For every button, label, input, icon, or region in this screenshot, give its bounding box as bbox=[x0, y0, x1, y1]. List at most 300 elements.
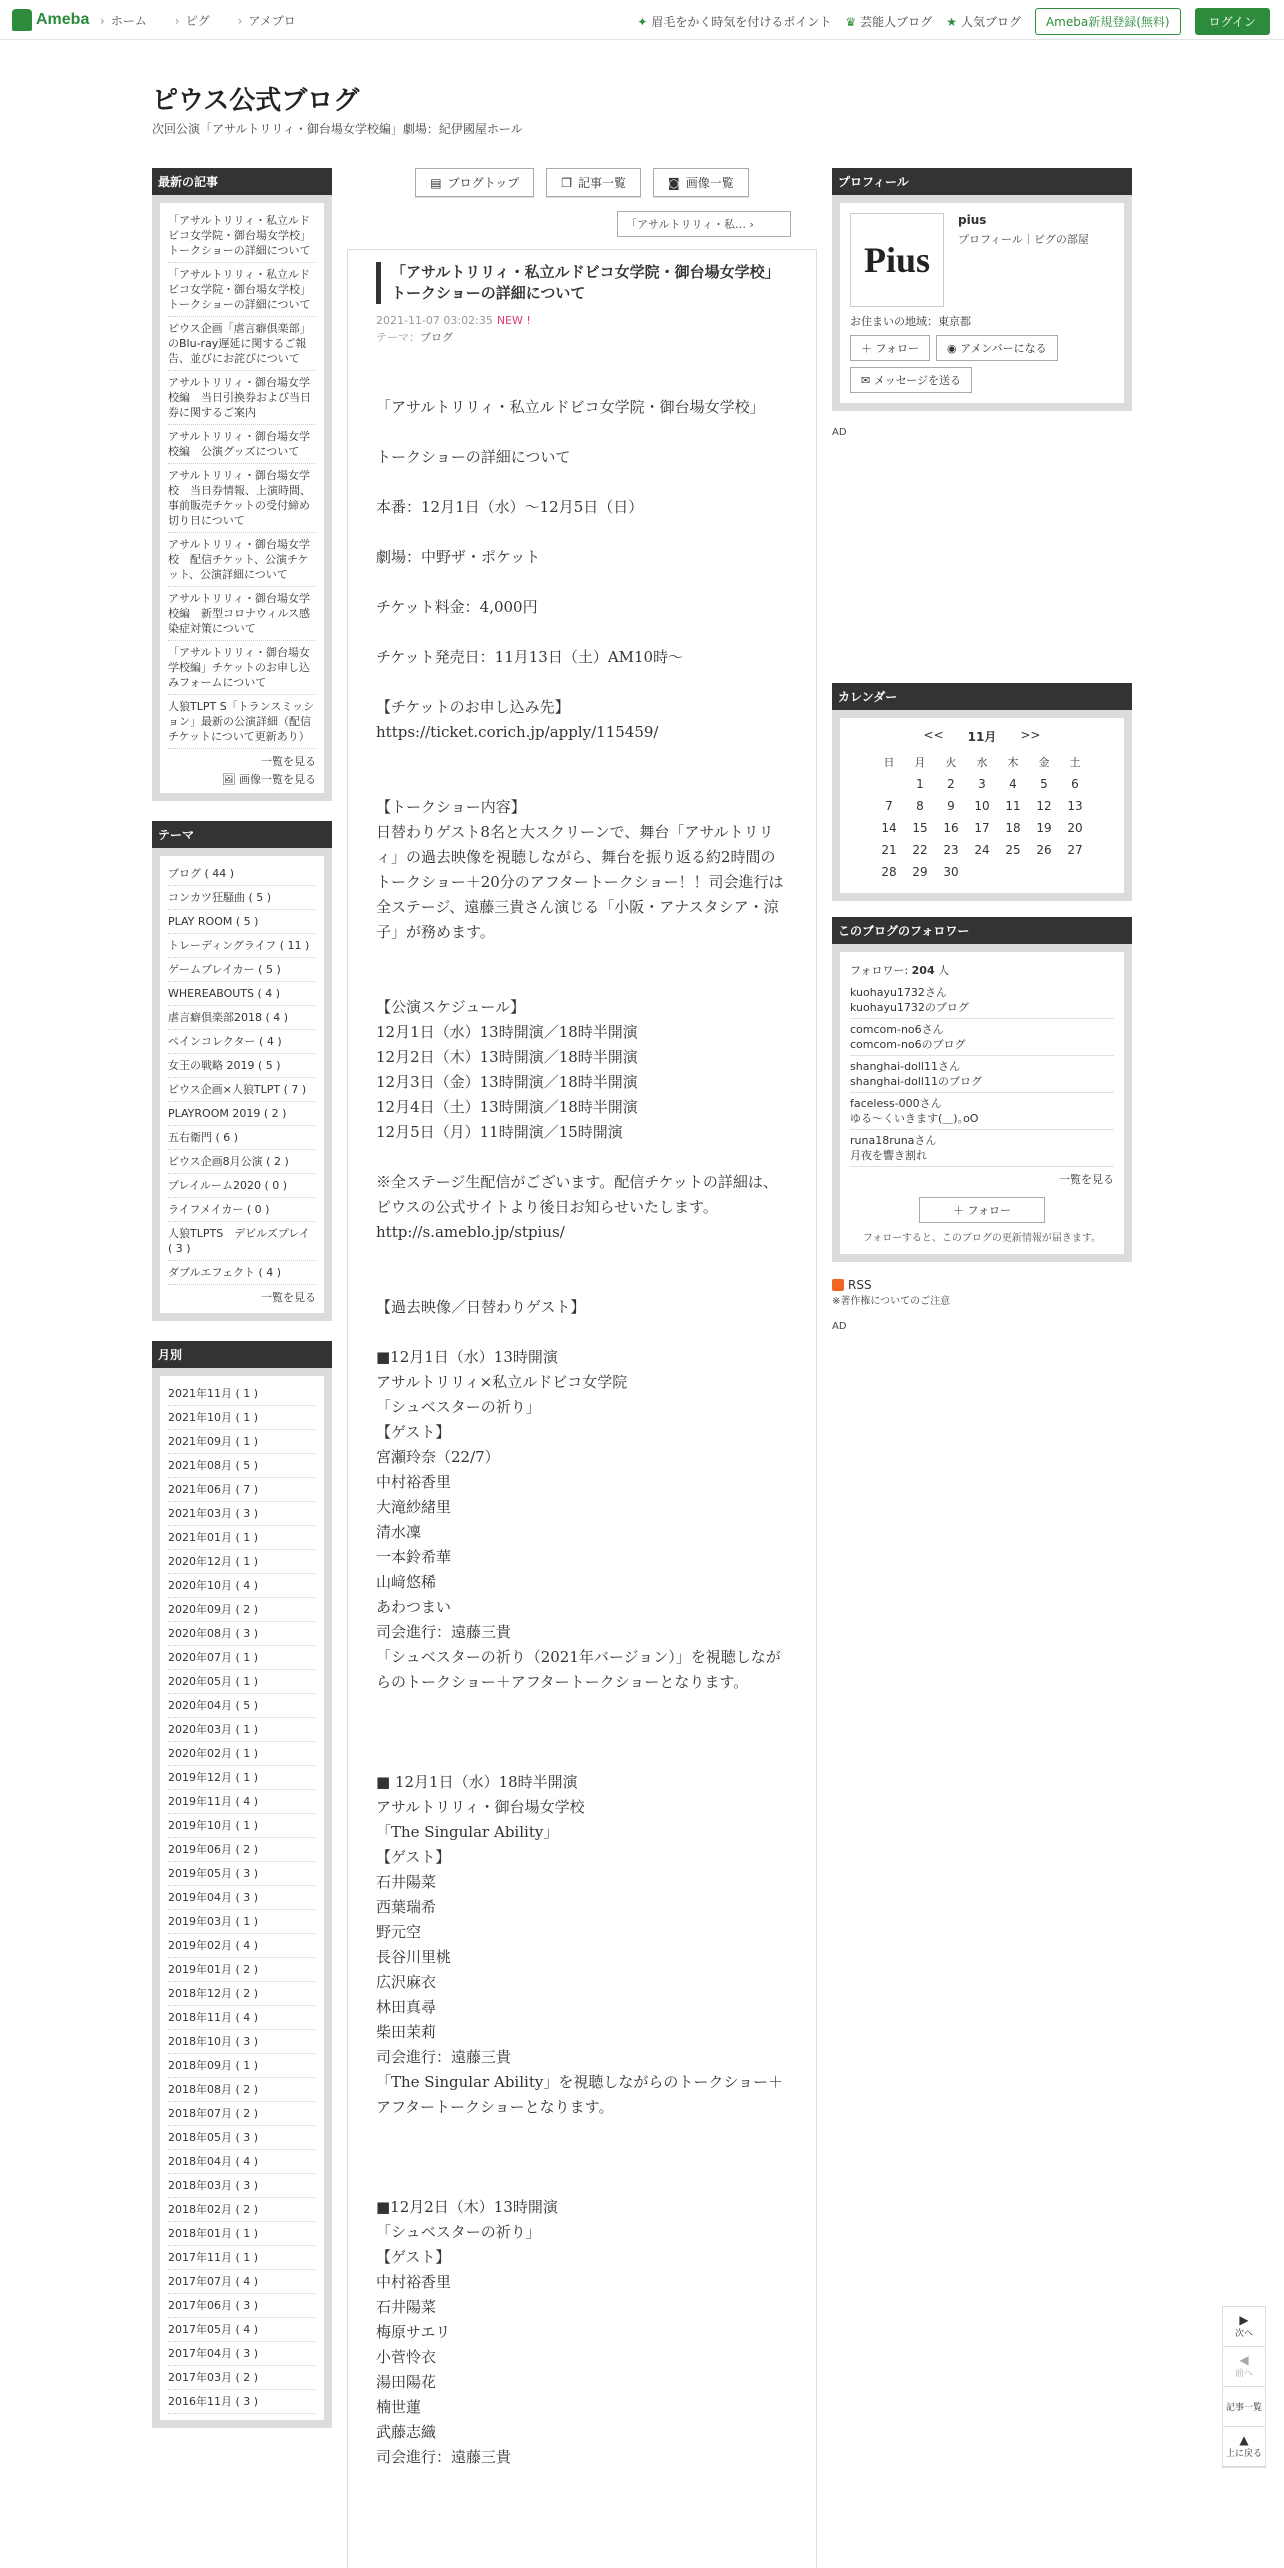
follower-user: faceless-000さん bbox=[850, 1097, 942, 1110]
article-paragraph: アサルトリリィ・御台場女学校 bbox=[376, 1798, 585, 1816]
month-item[interactable]: 2020年08月 ( 3 ) bbox=[168, 1622, 316, 1646]
article-paragraph: 石井陽菜 bbox=[376, 1873, 437, 1891]
article-paragraph: あわつまい bbox=[376, 1598, 452, 1616]
month-item[interactable]: 2017年11月 ( 1 ) bbox=[168, 2246, 316, 2270]
header-link-celebrity-label: 芸能人ブログ bbox=[860, 15, 933, 29]
calendar-day[interactable]: 5 bbox=[1040, 777, 1048, 791]
recent-post-item[interactable]: アサルトリリィ・御台場女学校 当日券情報、上演時間、事前販売チケットの受付締め切り日について bbox=[168, 464, 316, 533]
next-article-label: 「アサルトリリィ・私… bbox=[626, 218, 747, 231]
article-paragraph: 大滝紗緒里 bbox=[376, 1498, 452, 1516]
themes-more-link[interactable]: 一覧を見る bbox=[261, 1291, 316, 1304]
month-item[interactable]: 2020年09月 ( 2 ) bbox=[168, 1598, 316, 1622]
amember-button[interactable] bbox=[936, 335, 1058, 361]
follower-item[interactable] bbox=[850, 1130, 1114, 1167]
article-paragraph: 司会進行：遠藤三貴 bbox=[376, 2448, 512, 2466]
pager-top[interactable] bbox=[1223, 2427, 1265, 2467]
month-item[interactable]: 2017年07月 ( 4 ) bbox=[168, 2270, 316, 2294]
calendar-next[interactable]: >> bbox=[1020, 728, 1041, 742]
article-paragraph bbox=[376, 1145, 788, 1170]
month-item[interactable]: 2018年12月 ( 2 ) bbox=[168, 1982, 316, 2006]
calendar-weekday: 土 bbox=[1069, 756, 1081, 769]
plus-icon: ＋ bbox=[953, 1204, 968, 1217]
next-article-link[interactable] bbox=[617, 211, 791, 237]
follower-user: shanghai-doll11さん bbox=[850, 1060, 960, 1073]
global-nav bbox=[100, 12, 296, 29]
calendar-day[interactable]: 1 bbox=[916, 777, 924, 791]
article-paragraph: 「The Singular Ability」を視聴しながらのトークショー＋アフタートークショーとなります。 bbox=[376, 2073, 784, 2116]
month-item[interactable]: 2020年07月 ( 1 ) bbox=[168, 1646, 316, 1670]
themes-list bbox=[160, 856, 324, 1313]
calendar-day[interactable]: 2 bbox=[947, 777, 955, 791]
theme-item[interactable]: 女王の戦略 2019 ( 5 ) bbox=[168, 1054, 316, 1078]
profile-links[interactable]: プロフィール｜ピグの部屋 bbox=[958, 233, 1089, 246]
month-item[interactable]: 2017年06月 ( 3 ) bbox=[168, 2294, 316, 2318]
ad-slot-2: AD bbox=[832, 1321, 847, 1332]
blog-nav-buttons bbox=[347, 168, 817, 197]
calendar-day[interactable]: 11 bbox=[1005, 799, 1021, 813]
calendar-weekday: 金 bbox=[1038, 756, 1050, 769]
month-item[interactable]: 2018年02月 ( 2 ) bbox=[168, 2198, 316, 2222]
recent-post-item[interactable]: 「アサルトリリィ・私立ルドビコ女学院・御台場女学校」トークショーの詳細について bbox=[168, 209, 316, 263]
article-paragraph: 【過去映像／日替わりゲスト】 bbox=[376, 1298, 586, 1316]
article-paragraph: 広沢麻衣 bbox=[376, 1973, 437, 1991]
play-icon: ▶ bbox=[1239, 2313, 1249, 2327]
calendar-day[interactable]: 12 bbox=[1036, 799, 1052, 813]
recent-post-item[interactable]: アサルトリリィ・御台場女学校編 新型コロナウィルス感染症対策について bbox=[168, 587, 316, 641]
follower-item[interactable] bbox=[850, 982, 1114, 1019]
profile-heading: プロフィール bbox=[832, 168, 1132, 195]
article-paragraph: 石井陽菜 bbox=[376, 2298, 437, 2316]
article-paragraph: 【ゲスト】 bbox=[376, 1423, 451, 1441]
calendar-nav bbox=[850, 728, 1114, 745]
calendar-heading: カレンダー bbox=[832, 683, 1132, 710]
calendar-day[interactable]: 29 bbox=[912, 865, 928, 879]
article-paragraph: 西葉瑞希 bbox=[376, 1898, 437, 1916]
month-item[interactable]: 2020年03月 ( 1 ) bbox=[168, 1718, 316, 1742]
article-paragraph bbox=[376, 770, 788, 795]
follower-user: comcom-no6さん bbox=[850, 1023, 944, 1036]
month-item[interactable]: 2018年07月 ( 2 ) bbox=[168, 2102, 316, 2126]
pager-list-label: 記事一覧 bbox=[1225, 2403, 1262, 2413]
ameba-logo-icon bbox=[12, 9, 32, 31]
calendar-day bbox=[874, 773, 905, 795]
month-item[interactable]: 2018年03月 ( 3 ) bbox=[168, 2174, 316, 2198]
month-item[interactable]: 2019年03月 ( 1 ) bbox=[168, 1910, 316, 1934]
article-theme-link[interactable]: ブログ bbox=[420, 331, 453, 344]
theme-item[interactable]: ペインコレクター ( 4 ) bbox=[168, 1030, 316, 1054]
months-heading: 月別 bbox=[152, 1341, 332, 1368]
theme-item[interactable]: ブログ ( 44 ) bbox=[168, 862, 316, 886]
image-icon: 🖼 bbox=[221, 773, 236, 786]
month-item[interactable]: 2016年11月 ( 3 ) bbox=[168, 2390, 316, 2414]
article-paragraph bbox=[376, 620, 788, 645]
month-item[interactable]: 2019年01月 ( 2 ) bbox=[168, 1958, 316, 1982]
amember-label: アメンバーになる bbox=[960, 342, 1047, 355]
month-item[interactable]: 2021年10月 ( 1 ) bbox=[168, 1406, 316, 1430]
theme-item[interactable]: トレーディングライフ ( 11 ) bbox=[168, 934, 316, 958]
recent-post-item[interactable]: ピウス企画「虐言癖倶楽部」のBlu-ray遅延に関するご報告、並びにお詫びについて bbox=[168, 317, 316, 371]
entry-list-button[interactable] bbox=[546, 168, 641, 197]
pager-top-label: 上に戻る bbox=[1225, 2449, 1262, 2459]
article-paragraph: 長谷川里桃 bbox=[376, 1948, 452, 1966]
calendar-weekday: 水 bbox=[976, 756, 988, 769]
month-item[interactable]: 2018年09月 ( 1 ) bbox=[168, 2054, 316, 2078]
recent-post-item[interactable]: 「アサルトリリィ・私立ルドビコ女学院・御台場女学校」トークショーの詳細について bbox=[168, 263, 316, 317]
recent-posts-box bbox=[152, 168, 332, 801]
calendar-weekdays bbox=[874, 751, 1091, 773]
back-icon: ◀ bbox=[1239, 2353, 1249, 2367]
month-item[interactable]: 2021年06月 ( 7 ) bbox=[168, 1478, 316, 1502]
followers-more-link[interactable]: 一覧を見る bbox=[1059, 1173, 1114, 1186]
month-item[interactable]: 2021年08月 ( 5 ) bbox=[168, 1454, 316, 1478]
followers-follow-label: フォロー bbox=[967, 1204, 1011, 1217]
new-badge: NEW ! bbox=[496, 314, 531, 327]
recent-more-link[interactable]: 一覧を見る bbox=[261, 755, 316, 768]
blog-top-button[interactable] bbox=[415, 168, 534, 197]
article-paragraph: ■ 12月1日（水）18時半開演 bbox=[376, 1773, 578, 1791]
month-item[interactable]: 2019年04月 ( 3 ) bbox=[168, 1886, 316, 1910]
article-theme bbox=[376, 329, 788, 345]
article-body bbox=[376, 395, 788, 2470]
calendar-day[interactable]: 7 bbox=[885, 799, 893, 813]
article-paragraph: 湯田陽花 bbox=[376, 2373, 437, 2391]
calendar-day[interactable]: 30 bbox=[943, 865, 959, 879]
article-paragraph: 12月5日（月）11時開演／15時開演 bbox=[376, 1123, 623, 1141]
chevron-right-icon: › bbox=[749, 218, 754, 231]
month-item[interactable]: 2019年05月 ( 3 ) bbox=[168, 1862, 316, 1886]
article-paragraph: 【トークショー内容】 bbox=[376, 798, 526, 816]
calendar-table bbox=[874, 751, 1091, 883]
calendar-day[interactable]: 22 bbox=[912, 843, 928, 857]
article-paragraph: 「The Singular Ability」 bbox=[376, 1823, 559, 1841]
month-item[interactable]: 2018年08月 ( 2 ) bbox=[168, 2078, 316, 2102]
calendar-day[interactable]: 10 bbox=[974, 799, 990, 813]
header-right bbox=[637, 8, 1270, 35]
amember-icon: ◉ bbox=[946, 342, 957, 355]
recent-post-item[interactable]: アサルトリリィ・御台場女学校編 公演グッズについて bbox=[168, 425, 316, 464]
calendar-day bbox=[998, 861, 1029, 883]
profile-info bbox=[958, 213, 1089, 307]
article-paragraph bbox=[376, 470, 788, 495]
profile-image[interactable]: Pius bbox=[850, 213, 944, 307]
article-paragraph: 「シュベスターの祈り（2021年バージョン）」を視聴しながらのトークショー＋アフタートークショーとなります。 bbox=[376, 1648, 781, 1691]
calendar-day bbox=[967, 861, 998, 883]
floating-pager bbox=[1222, 2306, 1266, 2468]
header-link-celebrity[interactable] bbox=[845, 13, 932, 30]
month-item[interactable]: 2021年03月 ( 3 ) bbox=[168, 1502, 316, 1526]
login-button[interactable]: ログイン bbox=[1195, 8, 1270, 35]
pager-next-label: 次へ bbox=[1234, 2329, 1253, 2339]
article-paragraph: 12月2日（木）13時開演／18時半開演 bbox=[376, 1048, 638, 1066]
theme-item[interactable]: ゲームブレイカー ( 5 ) bbox=[168, 958, 316, 982]
profile-box bbox=[832, 168, 1132, 411]
article-paragraph bbox=[376, 2145, 788, 2170]
month-item[interactable]: 2021年11月 ( 1 ) bbox=[168, 1382, 316, 1406]
article bbox=[347, 249, 817, 2568]
article-paragraph: 楠世蓮 bbox=[376, 2398, 422, 2416]
message-label: メッセージを送る bbox=[873, 374, 962, 387]
month-item[interactable]: 2020年05月 ( 1 ) bbox=[168, 1670, 316, 1694]
calendar-month: 11月 bbox=[967, 730, 997, 744]
recent-posts-list bbox=[160, 203, 324, 793]
theme-item[interactable]: 五右衛門 ( 6 ) bbox=[168, 1126, 316, 1150]
follower-item[interactable] bbox=[850, 1093, 1114, 1130]
month-item[interactable]: 2020年10月 ( 4 ) bbox=[168, 1574, 316, 1598]
ameba-logo[interactable] bbox=[12, 8, 89, 32]
calendar-day[interactable]: 25 bbox=[1005, 843, 1021, 857]
blog-subtitle: 次回公演「アサルトリリィ・御台場女学校編」劇場：紀伊國屋ホール bbox=[152, 122, 523, 136]
article-paragraph: ■12月2日（木）13時開演 bbox=[376, 2198, 558, 2216]
recent-post-item[interactable]: 「アサルトリリィ・御台場女学校編」チケットのお申し込みフォームについて bbox=[168, 641, 316, 695]
month-item[interactable]: 2018年11月 ( 4 ) bbox=[168, 2006, 316, 2030]
message-button[interactable] bbox=[850, 367, 972, 393]
article-paragraph bbox=[376, 2120, 788, 2145]
header-link-topic[interactable] bbox=[637, 13, 831, 30]
calendar-day[interactable]: 6 bbox=[1071, 777, 1079, 791]
theme-item[interactable]: PLAY ROOM ( 5 ) bbox=[168, 910, 316, 934]
article-paragraph: チケット料金：4,000円 bbox=[376, 598, 538, 616]
month-item[interactable]: 2017年04月 ( 3 ) bbox=[168, 2342, 316, 2366]
profile-location: お住まいの地域：東京都 bbox=[850, 315, 971, 328]
pager-list[interactable] bbox=[1223, 2387, 1265, 2427]
follower-count-label: フォロワー: bbox=[850, 964, 909, 977]
article-paragraph bbox=[376, 1695, 788, 1720]
month-item[interactable]: 2018年05月 ( 3 ) bbox=[168, 2126, 316, 2150]
themes-heading: テーマ bbox=[152, 821, 332, 848]
follow-label: フォロー bbox=[875, 342, 919, 355]
image-list-button[interactable] bbox=[653, 168, 749, 197]
article-paragraph: 司会進行：遠藤三貴 bbox=[376, 1623, 512, 1641]
follower-user: runa18runaさん bbox=[850, 1134, 937, 1147]
calendar-day[interactable]: 27 bbox=[1067, 843, 1083, 857]
month-item[interactable]: 2018年04月 ( 4 ) bbox=[168, 2150, 316, 2174]
article-paragraph: 【ゲスト】 bbox=[376, 1848, 451, 1866]
global-header bbox=[0, 0, 1284, 40]
theme-item[interactable]: PLAYROOM 2019 ( 2 ) bbox=[168, 1102, 316, 1126]
article-paragraph: 山﨑悠稀 bbox=[376, 1573, 437, 1591]
profile-top bbox=[850, 213, 1114, 307]
month-item[interactable]: 2018年10月 ( 3 ) bbox=[168, 2030, 316, 2054]
calendar-day[interactable]: 23 bbox=[943, 843, 959, 857]
followers-list bbox=[840, 952, 1124, 1254]
follower-user: kuohayu1732さん bbox=[850, 986, 947, 999]
month-item[interactable]: 2019年11月 ( 4 ) bbox=[168, 1790, 316, 1814]
month-item[interactable]: 2017年03月 ( 2 ) bbox=[168, 2366, 316, 2390]
article-date: 2021-11-07 03:02:35 bbox=[376, 314, 493, 327]
month-item[interactable]: 2021年01月 ( 1 ) bbox=[168, 1526, 316, 1550]
theme-item[interactable]: 人狼TLPTS デビルズプレイ ( 3 ) bbox=[168, 1222, 316, 1261]
camera-icon: ◙ bbox=[668, 175, 680, 190]
theme-item[interactable]: 虐言癖倶楽部2018 ( 4 ) bbox=[168, 1006, 316, 1030]
followers-follow-button[interactable] bbox=[919, 1197, 1045, 1223]
theme-item[interactable]: コンカツ狂騒曲 ( 5 ) bbox=[168, 886, 316, 910]
nav-pigg[interactable]: › ピグ bbox=[175, 12, 210, 29]
article-paragraph bbox=[376, 1320, 788, 1345]
article-paragraph: アサルトリリィ×私立ルドビコ女学院 bbox=[376, 1373, 628, 1391]
article-paragraph: トークショーの詳細について bbox=[376, 448, 571, 466]
entry-list-label: 記事一覧 bbox=[578, 176, 627, 190]
month-item[interactable]: 2019年02月 ( 4 ) bbox=[168, 1934, 316, 1958]
follower-count-value: 204 bbox=[911, 964, 935, 977]
article-paragraph: ※全ステージ生配信がございます。配信チケットの詳細は、ピウスの公式サイトより後日お知らせいたします。http://s.ameblo.jp/stpius/ bbox=[376, 1173, 778, 1241]
theme-item[interactable]: プレイルーム2020 ( 0 ) bbox=[168, 1174, 316, 1198]
calendar-day[interactable]: 15 bbox=[912, 821, 928, 835]
article-paragraph bbox=[376, 420, 788, 445]
article-paragraph: 武藤志織 bbox=[376, 2423, 437, 2441]
themes-box bbox=[152, 821, 332, 1321]
calendar-day[interactable]: 8 bbox=[916, 799, 924, 813]
rss-icon bbox=[832, 1279, 844, 1291]
calendar-day[interactable]: 9 bbox=[947, 799, 955, 813]
nav-home[interactable]: › ホーム bbox=[100, 12, 147, 29]
blog-top-label: ブログトップ bbox=[447, 176, 520, 190]
theme-item[interactable]: ライフメイカー ( 0 ) bbox=[168, 1198, 316, 1222]
calendar-day[interactable]: 19 bbox=[1036, 821, 1052, 835]
calendar-week bbox=[874, 817, 1091, 839]
month-item[interactable]: 2021年09月 ( 1 ) bbox=[168, 1430, 316, 1454]
calendar bbox=[840, 718, 1124, 893]
article-title[interactable]: 「アサルトリリィ・私立ルドビコ女学院・御台場女学校」トークショーの詳細について bbox=[376, 262, 788, 304]
calendar-weekday: 日 bbox=[883, 756, 895, 769]
calendar-day[interactable]: 20 bbox=[1067, 821, 1083, 835]
month-item[interactable]: 2019年12月 ( 1 ) bbox=[168, 1766, 316, 1790]
months-list bbox=[160, 1376, 324, 2420]
article-paragraph bbox=[376, 2170, 788, 2195]
profile-name[interactable]: pius bbox=[958, 213, 987, 227]
plus-icon: ＋ bbox=[861, 342, 872, 355]
follower-blog: shanghai-doll11のブログ bbox=[850, 1075, 982, 1088]
recent-post-item[interactable]: 人狼TLPT S「トランスミッション」最新の公演詳細（配信チケットについて更新あり） bbox=[168, 695, 316, 749]
pager-prev-label: 前へ bbox=[1234, 2369, 1253, 2379]
month-item[interactable]: 2019年06月 ( 2 ) bbox=[168, 1838, 316, 1862]
article-paragraph bbox=[376, 945, 788, 970]
article-paragraph: 中村裕香里 bbox=[376, 1473, 452, 1491]
month-item[interactable]: 2018年01月 ( 1 ) bbox=[168, 2222, 316, 2246]
article-paragraph bbox=[376, 520, 788, 545]
article-paragraph bbox=[376, 1745, 788, 1770]
article-paragraph bbox=[376, 570, 788, 595]
calendar-day[interactable]: 24 bbox=[974, 843, 990, 857]
nav-ameblo[interactable]: › アメブロ bbox=[238, 12, 296, 29]
calendar-days bbox=[874, 773, 1091, 883]
image-list-button-label: 画像一覧 bbox=[685, 176, 734, 190]
header-link-popular-label: 人気ブログ bbox=[960, 15, 1021, 29]
month-item[interactable]: 2019年10月 ( 1 ) bbox=[168, 1814, 316, 1838]
article-paragraph bbox=[376, 970, 788, 995]
theme-item[interactable]: ピウス企画8月公演 ( 2 ) bbox=[168, 1150, 316, 1174]
copyright-note[interactable]: ※著作権についてのご注意 bbox=[832, 1296, 951, 1307]
recent-posts-heading: 最新の記事 bbox=[152, 168, 332, 195]
theme-item[interactable]: ピウス企画×人狼TLPT ( 7 ) bbox=[168, 1078, 316, 1102]
article-paragraph: 12月4日（土）13時開演／18時半開演 bbox=[376, 1098, 638, 1116]
pager-next[interactable] bbox=[1223, 2307, 1265, 2347]
article-paragraph: 【チケットのお申し込み先】 bbox=[376, 698, 570, 716]
article-paragraph bbox=[376, 1245, 788, 1270]
article-paragraph: 12月3日（金）13時開演／18時半開演 bbox=[376, 1073, 638, 1091]
article-paragraph bbox=[376, 1270, 788, 1295]
article-paragraph: 一本鈴希華 bbox=[376, 1548, 452, 1566]
article-paragraph: 「シュベスターの祈り」 bbox=[376, 1398, 541, 1416]
recent-post-item[interactable]: アサルトリリィ・御台場女学校編 当日引換券および当日券に関するご案内 bbox=[168, 371, 316, 425]
mail-icon: ✉ bbox=[861, 374, 871, 387]
right-sidebar bbox=[832, 168, 1132, 1332]
article-paragraph: 林田真尋 bbox=[376, 1998, 437, 2016]
calendar-weekday: 火 bbox=[945, 756, 957, 769]
follower-item[interactable] bbox=[850, 1056, 1114, 1093]
document-icon: ▤ bbox=[430, 175, 442, 190]
calendar-week bbox=[874, 861, 1091, 883]
calendar-day[interactable]: 16 bbox=[943, 821, 959, 835]
ameba-logo-text: Ameba bbox=[36, 11, 90, 28]
pager-prev bbox=[1223, 2347, 1265, 2387]
left-sidebar bbox=[152, 168, 332, 2448]
ad-slot: AD bbox=[832, 427, 847, 438]
up-arrow-icon: ▲ bbox=[1239, 2433, 1249, 2447]
article-paragraph: https://ticket.corich.jp/apply/115459/ bbox=[376, 723, 659, 741]
article-paragraph: 柴田茉莉 bbox=[376, 2023, 437, 2041]
calendar-day[interactable]: 18 bbox=[1005, 821, 1021, 835]
theme-item[interactable]: ダブルエフェクト ( 4 ) bbox=[168, 1261, 316, 1285]
month-item[interactable]: 2017年05月 ( 4 ) bbox=[168, 2318, 316, 2342]
followers-box bbox=[832, 917, 1132, 1262]
article-paragraph bbox=[376, 745, 788, 770]
rss-label: RSS bbox=[848, 1278, 872, 1292]
follower-blog: kuohayu1732のブログ bbox=[850, 1001, 969, 1014]
article-theme-label: テーマ： bbox=[376, 331, 420, 344]
header-link-popular[interactable] bbox=[946, 13, 1021, 30]
calendar-day[interactable]: 4 bbox=[1009, 777, 1017, 791]
calendar-week bbox=[874, 795, 1091, 817]
article-paragraph: チケット発売日：11月13日（土）AM10時〜 bbox=[376, 648, 684, 666]
article-paragraph: 【公演スケジュール】 bbox=[376, 998, 526, 1016]
follow-button[interactable] bbox=[850, 335, 930, 361]
follower-item[interactable] bbox=[850, 1019, 1114, 1056]
blog-title[interactable]: ピウス公式ブログ bbox=[152, 86, 360, 116]
article-paragraph: 中村裕香里 bbox=[376, 2273, 452, 2291]
calendar-day[interactable]: 21 bbox=[881, 843, 897, 857]
month-item[interactable]: 2020年02月 ( 1 ) bbox=[168, 1742, 316, 1766]
theme-item[interactable]: WHEREABOUTS ( 4 ) bbox=[168, 982, 316, 1006]
sparkle-icon: ✦ bbox=[637, 14, 648, 29]
follower-blog: comcom-no6のブログ bbox=[850, 1038, 966, 1051]
calendar-day[interactable]: 3 bbox=[978, 777, 986, 791]
article-paragraph: 梅原サエリ bbox=[376, 2323, 451, 2341]
image-list-link[interactable] bbox=[168, 771, 316, 787]
follower-count bbox=[850, 962, 1114, 978]
rss-link[interactable] bbox=[832, 1278, 1132, 1292]
month-item[interactable]: 2020年12月 ( 1 ) bbox=[168, 1550, 316, 1574]
calendar-prev[interactable]: << bbox=[923, 728, 944, 742]
calendar-day[interactable]: 26 bbox=[1036, 843, 1052, 857]
calendar-day[interactable]: 17 bbox=[974, 821, 990, 835]
follower-count-unit: 人 bbox=[938, 964, 950, 977]
month-item[interactable]: 2020年04月 ( 5 ) bbox=[168, 1694, 316, 1718]
calendar-week bbox=[874, 773, 1091, 795]
calendar-weekday: 月 bbox=[914, 756, 926, 769]
article-paragraph bbox=[376, 1720, 788, 1745]
recent-post-item[interactable]: アサルトリリィ・御台場女学校 配信チケット、公演チケット、公演詳細について bbox=[168, 533, 316, 587]
calendar-day[interactable]: 14 bbox=[881, 821, 897, 835]
profile-buttons bbox=[850, 335, 1114, 393]
article-paragraph: 「シュベスターの祈り」 bbox=[376, 2223, 541, 2241]
calendar-week bbox=[874, 839, 1091, 861]
calendar-day bbox=[1029, 861, 1060, 883]
calendar-day[interactable]: 13 bbox=[1067, 799, 1083, 813]
calendar-day[interactable]: 28 bbox=[881, 865, 897, 879]
star-icon: ★ bbox=[946, 14, 957, 29]
copy-icon: ❐ bbox=[561, 175, 573, 190]
register-button[interactable]: Ameba新規登録(無料) bbox=[1035, 8, 1181, 35]
